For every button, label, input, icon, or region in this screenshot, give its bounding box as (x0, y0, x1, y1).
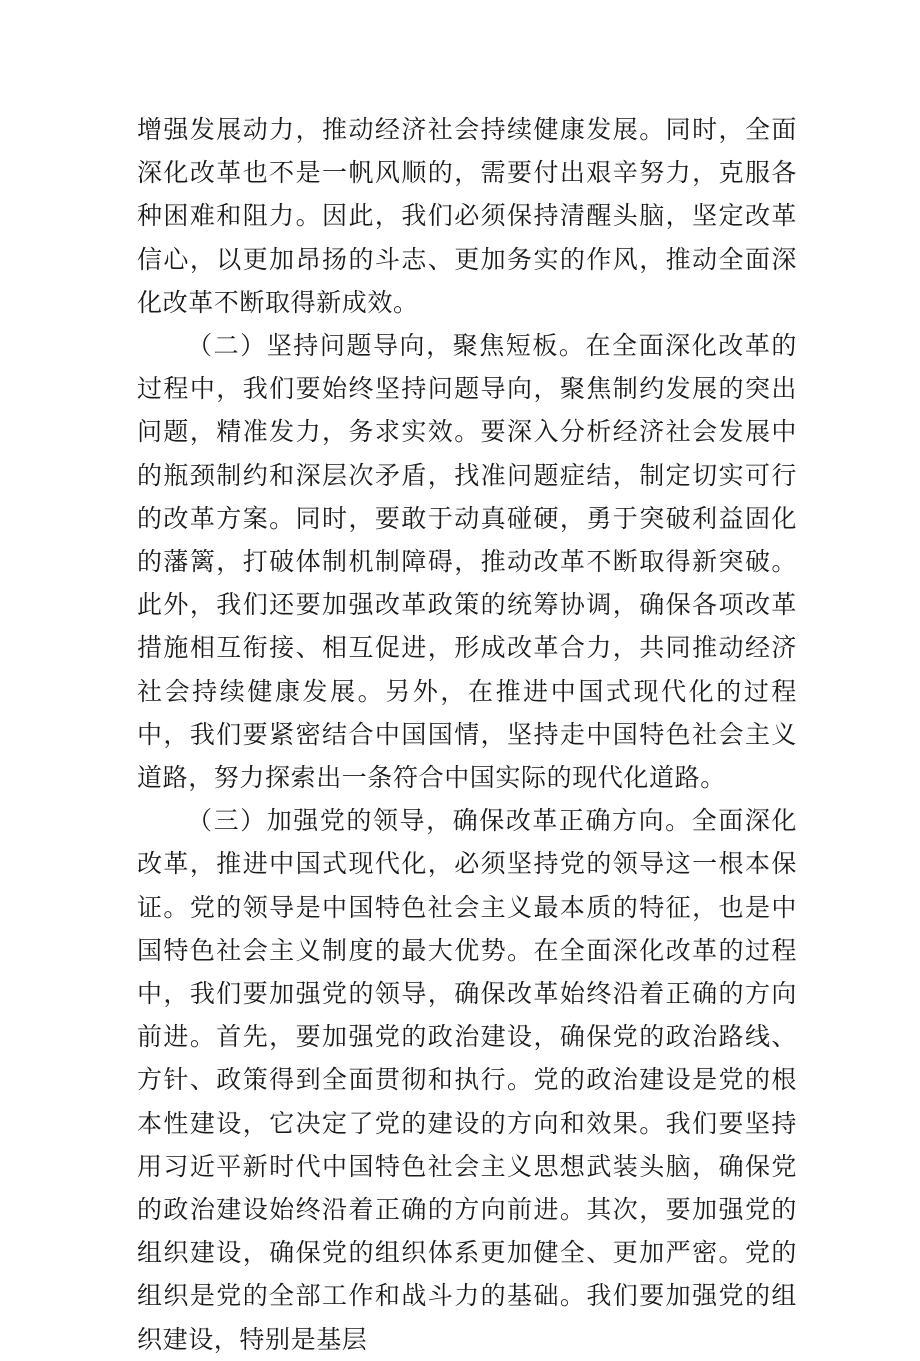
document-body (137, 108, 797, 1361)
paragraph-section-two: （二）坚持问题导向，聚焦短板。在全面深化改革的过程中，我们要始终坚持问题导向，聚焦制约发展的突出问题，精准发力，务求实效。要深入分析经济社会发展中的瓶颈制约和深层次矛盾，找准问题症结，制定切实可行的改革方案。同时，要敢于动真碰硬，勇于突破利益固化的藩篱，打破体制机制障碍，推动改革不断取得新突破。此外，我们还要加强改革政策的统筹协调，确保各项改革措施相互衔接、相互促进，形成改革合力，共同推动经济社会持续健康发展。另外，在推进中国式现代化的过程中，我们要紧密结合中国国情，坚持走中国特色社会主义道路，努力探索出一条符合中国实际的现代化道路。 (137, 331, 797, 793)
paragraph-section-three: （三）加强党的领导，确保改革正确方向。全面深化改革，推进中国式现代化，必须坚持党的领导这一根本保证。党的领导是中国特色社会主义最本质的特征，也是中国特色社会主义制度的最大优势。在全面深化改革的过程中，我们要加强党的领导，确保改革始终沿着正确的方向前进。首先，要加强党的政治建设，确保党的政治路线、方针、政策得到全面贯彻和执行。党的政治建设是党的根本性建设，它决定了党的建设的方向和效果。我们要坚持用习近平新时代中国特色社会主义思想武装头脑，确保党的政治建设始终沿着正确的方向前进。其次，要加强党的组织建设，确保党的组织体系更加健全、更加严密。党的组织是党的全部工作和战斗力的基础。我们要加强党的组织建设，特别是基层 (137, 806, 797, 1354)
paragraph-continuation: 增强发展动力，推动经济社会持续健康发展。同时，全面深化改革也不是一帆风顺的，需要付出艰辛努力，克服各种困难和阻力。因此，我们必须保持清醒头脑，坚定改革信心，以更加昂扬的斗志、更加务实的作风，推动全面深化改革不断取得新成效。 (137, 115, 797, 317)
